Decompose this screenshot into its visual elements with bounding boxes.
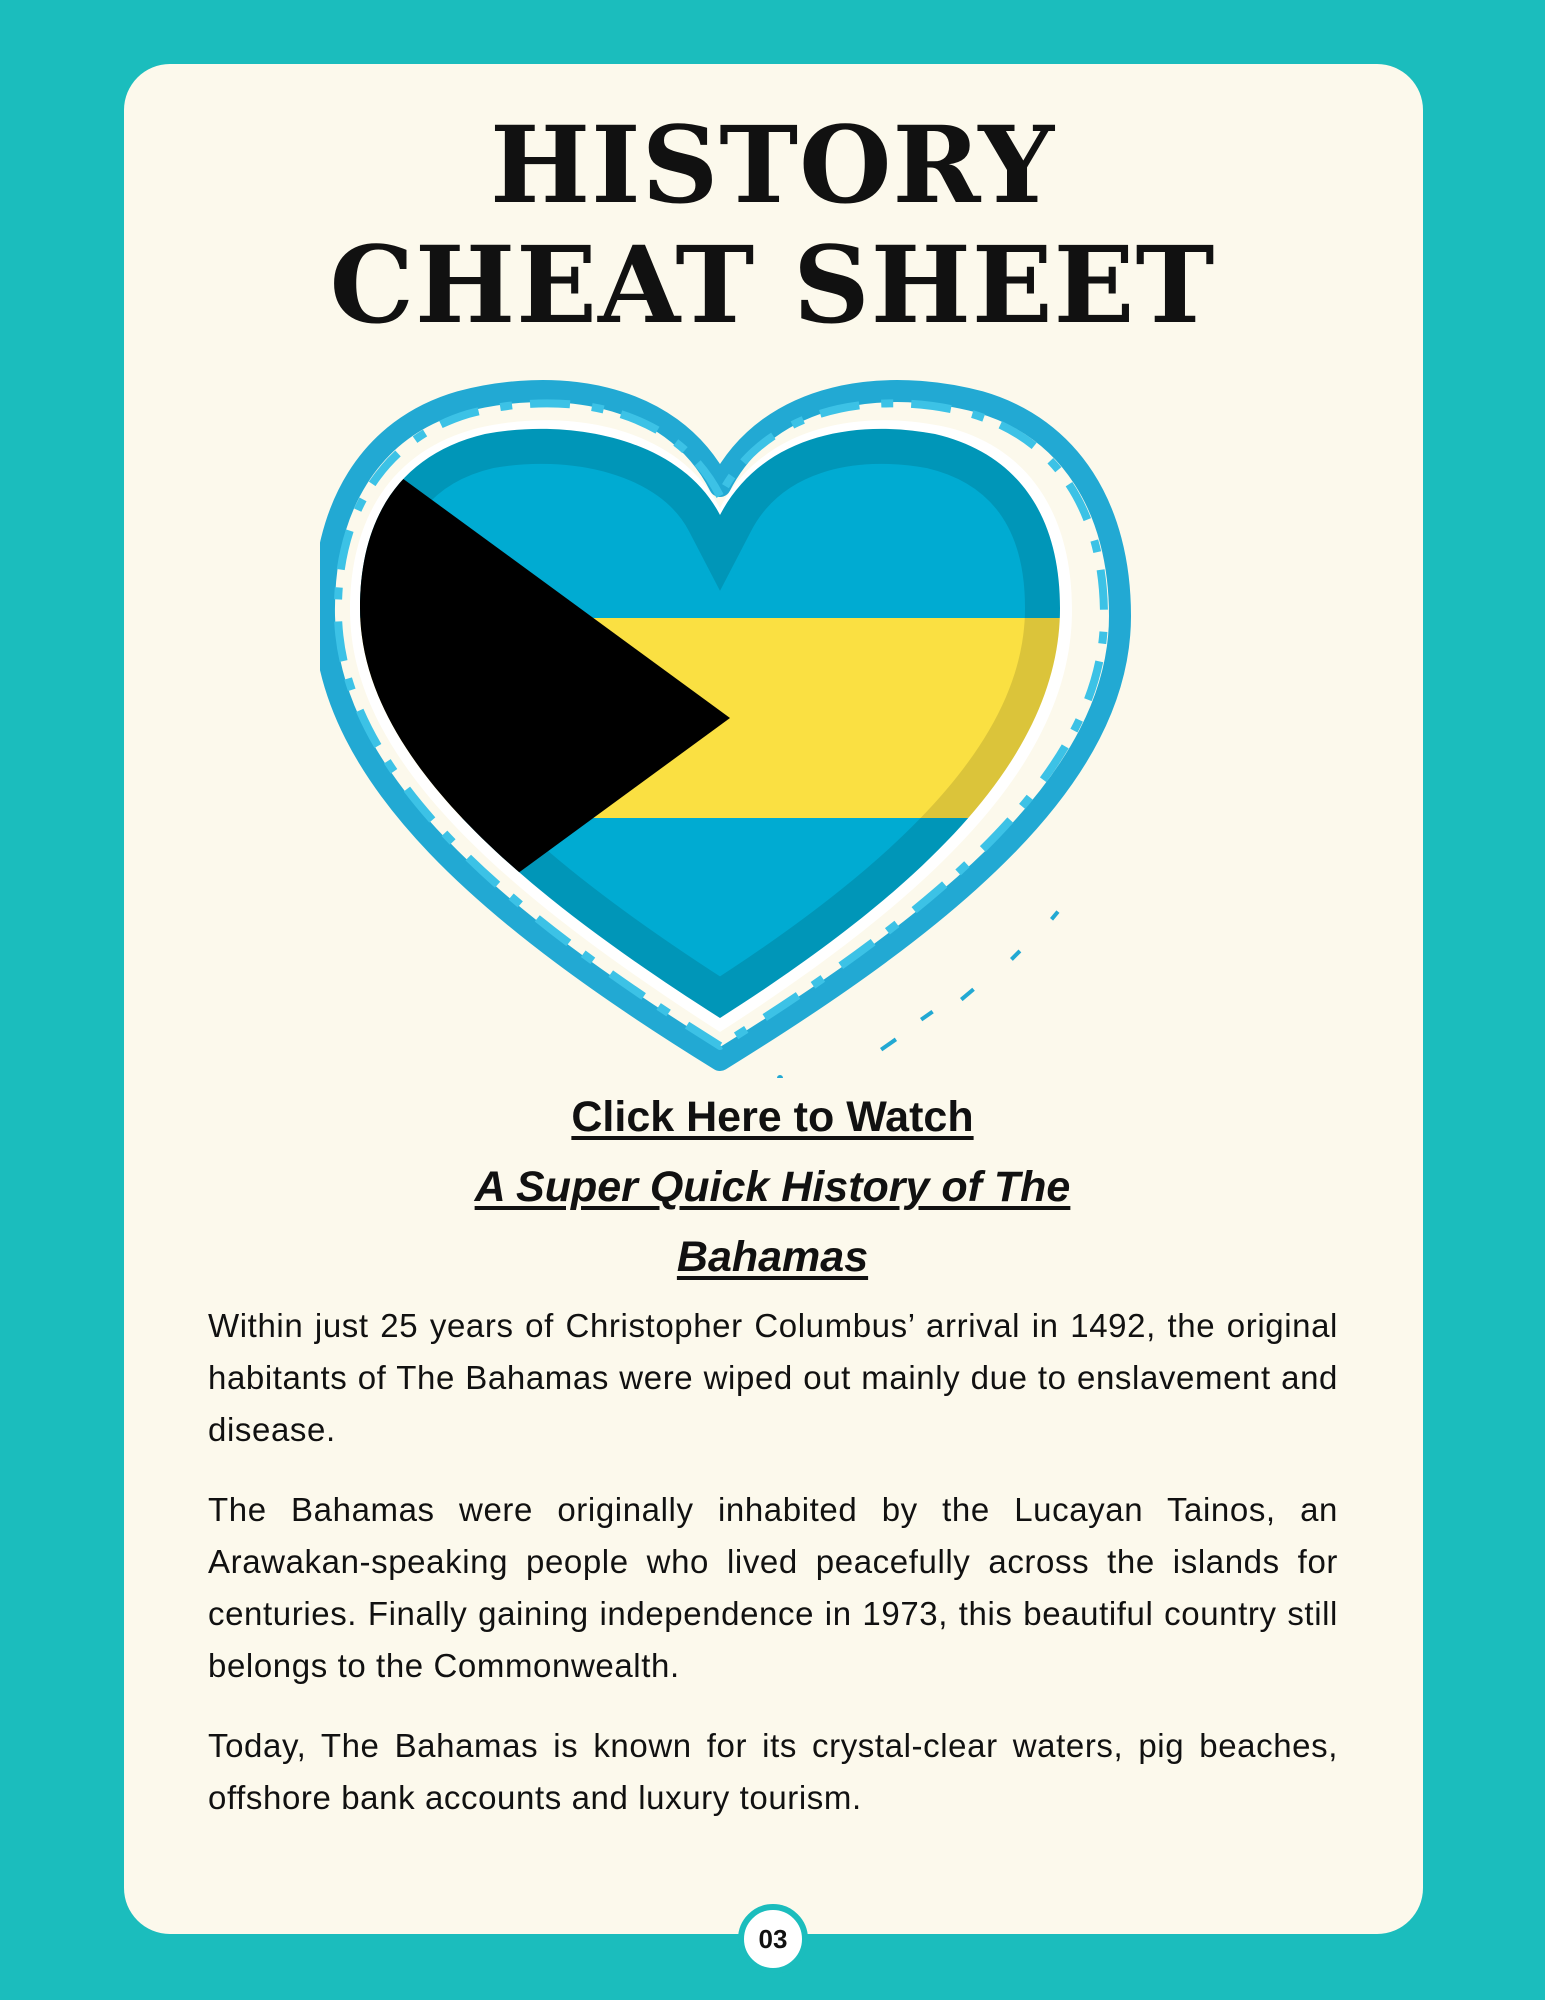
link-line-1[interactable]: Click Here to Watch xyxy=(571,1093,974,1141)
page-number-badge xyxy=(738,1904,808,1974)
page-number: 03 xyxy=(758,1923,788,1954)
page-title xyxy=(0,102,1545,347)
bahamas-flag-heart-icon xyxy=(320,358,1170,1078)
paragraph-1: Within just 25 years of Christopher Columbus’ arrival in 1492, the original habitants of The Bahamas were wiped out mainly due to enslavement and disease. xyxy=(208,1307,1338,1448)
link-line-3[interactable]: Bahamas xyxy=(676,1233,869,1281)
link-line-2[interactable]: A Super Quick History of The xyxy=(474,1163,1071,1211)
history-text xyxy=(208,1300,1338,1852)
paragraph-3: Today, The Bahamas is known for its crystal-clear waters, pig beaches, offshore bank accounts and luxury tourism. xyxy=(208,1727,1338,1816)
watch-video-link[interactable] xyxy=(0,1082,1545,1292)
title-line-1: HISTORY xyxy=(489,102,1055,227)
title-line-2: CHEAT SHEET xyxy=(329,222,1216,347)
paragraph-2: The Bahamas were originally inhabited by the Lucayan Tainos, an Arawakan-speaking people who lived peacefully across the islands for centuries. Finally gaining independence in 1973, this beautiful country still belongs to the Commonwealth. xyxy=(208,1491,1338,1684)
